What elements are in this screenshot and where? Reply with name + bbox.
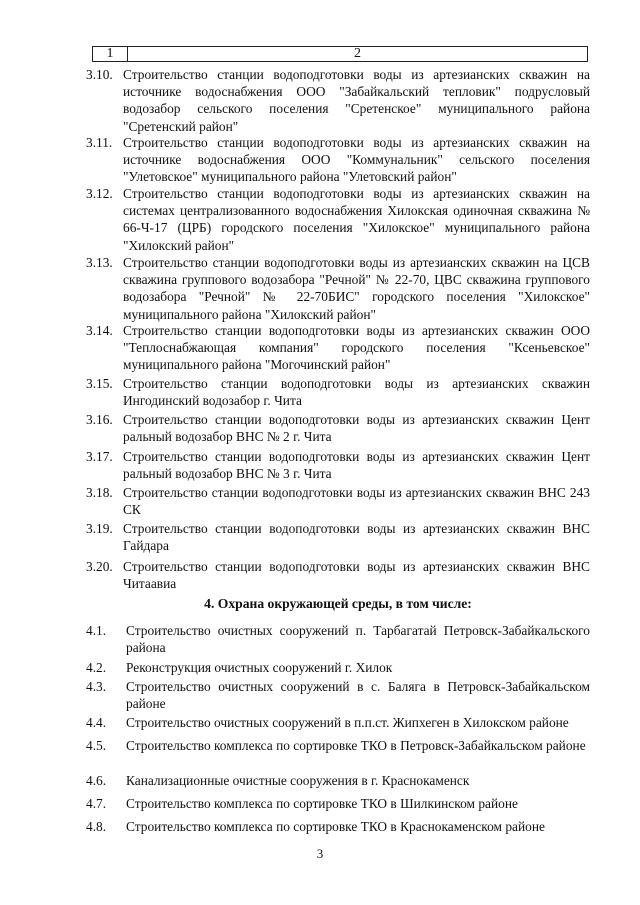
header-col-2: 2	[354, 46, 361, 61]
list-item	[86, 737, 590, 754]
list-item	[86, 678, 590, 712]
item-number: 3.17.	[86, 449, 113, 464]
list-item	[86, 322, 590, 374]
list-item	[86, 185, 590, 254]
list-item	[86, 558, 590, 592]
header-table	[92, 46, 588, 62]
list-item	[86, 411, 590, 445]
item-number: 3.16.	[86, 412, 113, 427]
item-text: Строительство станции водоподготовки воды из артезианских скважин на источнике водоснабжения ООО "Забайкальский тепловик" подрусловый водозабор сельского поселения "Сретенское" муниципального района "Сретенский район"	[123, 67, 590, 134]
item-text: Строительство станции водоподготовки воды из артезианских скважин Ингодинский водозабор г. Чита	[123, 376, 590, 409]
item-text: Строительство станции водоподготовки воды из артезианских скважин ВНС 243 СК	[123, 485, 590, 518]
item-number: 4.7.	[86, 796, 107, 811]
list-item	[86, 714, 590, 731]
item-text: Строительство очистных сооружений в п.п.ст. Жипхеген в Хилокском районе	[126, 715, 569, 730]
item-text: Строительство комплекса по сортировке ТКО в Петровск-Забайкальском районе	[126, 738, 586, 753]
item-text: Строительство станции водоподготовки воды из артезианских скважин Цент ральный водозабор ВНС № 3 г. Чита	[123, 449, 590, 482]
item-text: Канализационные очистные сооружения в г. Краснокаменск	[126, 773, 470, 788]
item-number: 3.11.	[86, 135, 113, 150]
item-number: 3.13.	[86, 255, 113, 270]
item-number: 4.2.	[86, 660, 107, 675]
item-text: Строительство станции водоподготовки воды из артезианских скважин на источнике водоснабжения ООО "Коммунальник" сельского поселения "Улетовское" муниципального района "Улетовский район"	[123, 135, 590, 185]
list-item	[86, 772, 590, 789]
list-item	[86, 484, 590, 518]
list-item	[86, 659, 590, 676]
item-text: Строительство комплекса по сортировке ТКО в Шилкинском районе	[126, 796, 518, 811]
list-item	[86, 520, 590, 554]
list-item	[86, 795, 590, 812]
header-col-1: 1	[93, 47, 128, 61]
item-number: 3.10.	[86, 67, 113, 82]
item-text: Строительство станции водоподготовки воды из артезианских скважин ООО "Теплоснабжающая компания" городского поселения "Ксеньевское" муниципального района "Могочинский район"	[123, 323, 590, 373]
list-item	[86, 818, 590, 835]
item-number: 3.15.	[86, 376, 113, 391]
item-text: Строительство станции водоподготовки воды из артезианских скважин на системах централизованного водоснабжения Хилокская одиночная скважина № 66-Ч-17 (ЦРБ) городского поселения "Хилокское" муниципального района "Хилокский район"	[123, 186, 590, 253]
item-number: 4.8.	[86, 819, 107, 834]
list-item	[86, 254, 590, 323]
item-number: 3.18.	[86, 485, 113, 500]
list-item	[86, 134, 590, 186]
item-number: 4.4.	[86, 715, 107, 730]
item-text: Строительство очистных сооружений п. Тарбагатай Петровск-Забайкальского района	[126, 623, 590, 656]
item-number: 3.12.	[86, 186, 113, 201]
item-number: 4.6.	[86, 773, 107, 788]
list-item	[86, 622, 590, 656]
item-text: Строительство станции водоподготовки воды из артезианских скважин ВНС Гайдара	[123, 521, 590, 554]
item-text: Реконструкция очистных сооружений г. Хилок	[126, 660, 393, 675]
item-number: 4.1.	[86, 623, 107, 638]
item-number: 3.14.	[86, 323, 113, 338]
item-number: 3.19.	[86, 521, 113, 536]
item-text: Строительство станции водоподготовки воды из артезианских скважин Цент ральный водозабор ВНС № 2 г. Чита	[123, 412, 590, 445]
item-number: 3.20.	[86, 559, 113, 574]
list-item	[86, 66, 590, 135]
item-text: Строительство очистных сооружений в с. Баляга в Петровск-Забайкальском районе	[126, 679, 590, 712]
list-item	[86, 375, 590, 409]
item-text: Строительство станции водоподготовки воды из артезианских скважин ВНС Читаавиа	[123, 559, 590, 592]
page-number: 3	[316, 846, 324, 861]
item-number: 4.5.	[86, 738, 107, 753]
list-item	[86, 448, 590, 482]
item-text: Строительство комплекса по сортировке ТКО в Краснокаменском районе	[126, 819, 545, 834]
item-text: Строительство станции водоподготовки воды из артезианских скважин на ЦСВ скважина группового водозабора "Речной" № 22-70, ЦВС скважина группового водозабора "Речной" № 22-70БИС" городского поселения "Хилокское" муниципального района "Хилокский район"	[123, 255, 590, 322]
section-heading: 4. Охрана окружающей среды, в том числе:	[204, 596, 472, 611]
item-number: 4.3.	[86, 679, 107, 694]
